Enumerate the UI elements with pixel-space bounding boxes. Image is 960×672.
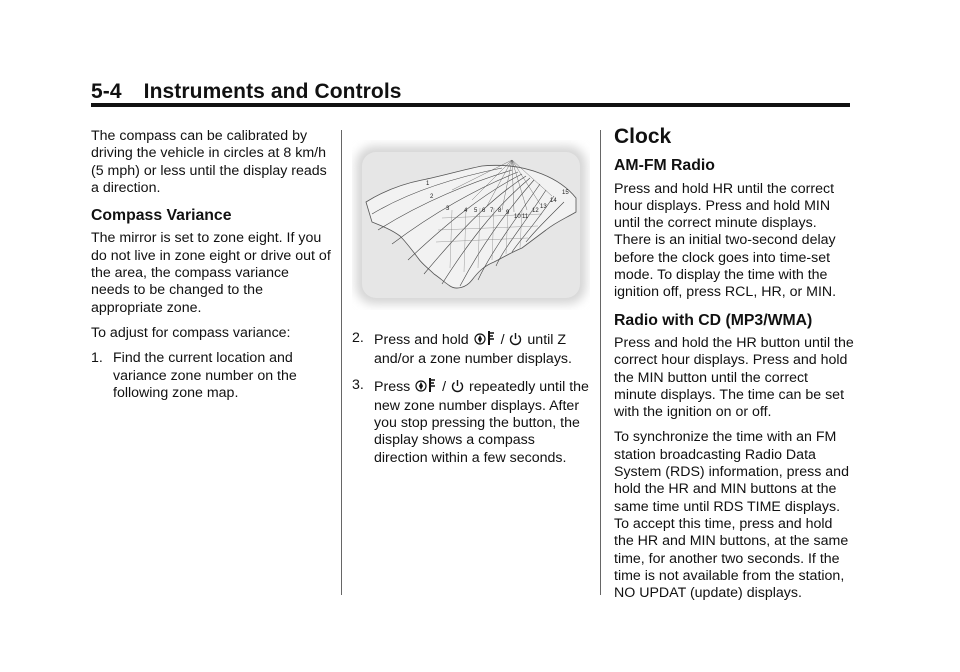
zone-label: 8 (498, 208, 502, 214)
compass-variance-heading: Compass Variance (91, 207, 232, 225)
zone-label: 13 (540, 204, 547, 210)
zone-label: 4 (464, 208, 468, 214)
list-item: 3. Press / repeatedly until the new zone number displays. After you stop pressing the button, the display shows a compass direction within a few seconds. (352, 376, 589, 466)
variance-instruction: To adjust for compass variance: (91, 324, 291, 341)
compass-mirror-icon (415, 377, 437, 398)
clock-heading: Clock (614, 125, 672, 148)
list-item: 2. Press and hold / until Z and/or a zone number displays. (352, 330, 572, 368)
zone-label: 14 (550, 198, 557, 204)
step-text: until Z and/or a zone number displays. (374, 332, 572, 368)
power-icon (509, 332, 522, 351)
zone-label: 9 (506, 210, 510, 216)
step-number: 3. (352, 376, 364, 393)
intro-paragraph: The compass can be calibrated by driving the vehicle in circles at 8 km/h (5 mph) or less until the display reads a direction. (91, 128, 327, 196)
section-title: Instruments and Controls (143, 80, 402, 103)
zone-label: 5 (474, 208, 478, 214)
power-icon (451, 379, 464, 398)
column-divider (341, 130, 342, 595)
step-number: 1. (91, 350, 103, 367)
zone-map (352, 140, 590, 310)
column-divider (600, 130, 601, 595)
step-text: repeatedly until the new zone number displays. After you stop pressing the button, the display shows a compass direction within a few seconds. (374, 378, 589, 466)
page-number: 5-4 (91, 80, 122, 103)
zone-label: 15 (562, 190, 569, 196)
compass-mirror-icon (474, 330, 496, 351)
step-text: Find the current location and variance zone number on the following zone map. (113, 350, 297, 401)
column-2 (352, 128, 590, 475)
zone-label: 7 (490, 208, 494, 214)
step-number: 2. (352, 330, 364, 346)
zone-label: 2 (430, 194, 434, 200)
zone-label: 6 (482, 208, 486, 214)
header-rule (91, 103, 850, 107)
rds-paragraph: To synchronize the time with an FM station broadcasting Radio Data System (RDS) information, press and hold the HR and MIN buttons at the same time until RDS TIME displays. To accept this time, press and hold the HR and MIN buttons, at the same time, for another two seconds. If the time is not available from the station, NO UPDAT (update) displays. (614, 429, 849, 602)
zone-label: 12 (532, 208, 539, 214)
step-text: Press (374, 378, 411, 395)
amfm-heading: AM-FM Radio (614, 157, 715, 175)
zone-label: 1 (426, 181, 430, 187)
zone-label: 10 (514, 214, 521, 220)
cd-paragraph: Press and hold the HR button until the correct hour displays. Press and hold the MIN button until the correct minute displays. The time can be set with the ignition on or off. (614, 334, 854, 421)
cd-heading: Radio with CD (MP3/WMA) (614, 311, 813, 329)
zone-label: 11 (522, 214, 529, 220)
zone-label: 3 (446, 206, 450, 212)
variance-paragraph: The mirror is set to zone eight. If you do not live in zone eight or drive out of the area, the compass variance needs to be changed to the appropriate zone. (91, 230, 331, 316)
page-header (91, 80, 851, 104)
step-text: Press and hold (374, 332, 469, 348)
variance-zone-map-image (352, 140, 590, 310)
list-item (91, 350, 331, 402)
column-3 (614, 125, 854, 610)
column-1 (91, 128, 331, 410)
amfm-paragraph: Press and hold HR until the correct hour displays. Press and hold MIN until the correct minute displays. There is an initial two-second delay before the clock goes into time-set mode. To display the time with the ignition off, press RCL, HR, or MIN. (614, 180, 837, 301)
